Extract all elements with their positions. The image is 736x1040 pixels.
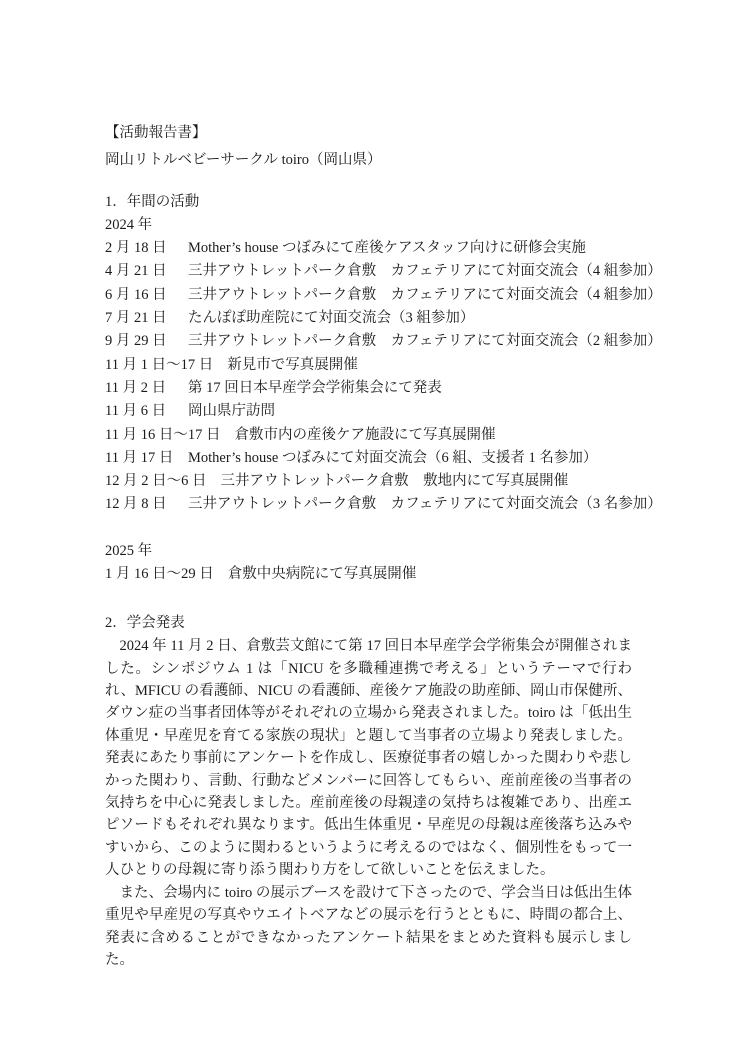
event-desc: 三井アウトレットパーク倉敷 カフェテリアにて対面交流会（4 組参加） xyxy=(188,263,662,280)
event-date: 1 月 16 日～29 日 xyxy=(105,566,214,583)
event-row xyxy=(105,237,632,260)
event-date: 12 月 8 日 xyxy=(105,496,167,513)
event-date: 4 月 21 日 xyxy=(105,263,167,280)
event-desc: 三井アウトレットパーク倉敷 カフェテリアにて対面交流会（4 組参加） xyxy=(188,286,662,303)
event-desc: 倉敷中央病院にて写真展開催 xyxy=(227,566,417,583)
report-content xyxy=(105,122,662,971)
event-date: 6 月 16 日 xyxy=(105,286,167,303)
event-date: 7 月 21 日 xyxy=(105,310,167,327)
event-row xyxy=(105,447,632,470)
paragraph: また、会場内に toiro の展示ブースを設けて下さったので、学会当日は低出生体重児や早産児の写真やウエイトベアなどの展示を行うとともに、時間の都合上、発表に含めることができなかったアンケート結果をまとめた資料も展示しました。 xyxy=(105,884,632,968)
section2-body xyxy=(105,635,632,971)
event-desc: Mother’s house つぼみにて産後ケアスタッフ向けに研修会実施 xyxy=(188,240,586,257)
event-date: 11 月 6 日 xyxy=(105,403,167,420)
event-row xyxy=(105,284,662,307)
event-desc: 三井アウトレットパーク倉敷 カフェテリアにて対面交流会（2 組参加） xyxy=(188,333,662,350)
year-2024-label: 2024 年 xyxy=(105,216,153,233)
event-desc: 新見市で写真展開催 xyxy=(227,356,358,373)
event-date: 9 月 29 日 xyxy=(105,333,167,350)
event-desc: たんぽぽ助産院にて対面交流会（3 組参加） xyxy=(188,310,475,327)
event-date: 11 月 17 日 xyxy=(105,449,174,466)
year-2025-label: 2025 年 xyxy=(105,543,153,560)
section1-heading: 1．年間の活動 xyxy=(105,193,200,210)
event-date: 2 月 18 日 xyxy=(105,240,167,257)
event-desc: 三井アウトレットパーク倉敷 敷地内にて写真展開催 xyxy=(220,473,569,490)
event-desc: 倉敷市内の産後ケア施設にて写真展開催 xyxy=(234,426,496,443)
event-desc: 三井アウトレットパーク倉敷 カフェテリアにて対面交流会（3 名参加） xyxy=(188,496,662,513)
event-desc: 第 17 回日本早産学会学術集会にて発表 xyxy=(188,379,442,396)
spacer xyxy=(105,587,632,610)
spacer xyxy=(105,517,632,540)
event-row xyxy=(105,354,632,377)
event-desc: Mother’s house つぼみにて対面交流会（6 組、支援者 1 名参加） xyxy=(188,449,598,466)
event-row xyxy=(105,424,632,447)
event-row xyxy=(105,493,662,516)
event-date: 12 月 2 日～6 日 xyxy=(105,473,207,490)
document-subtitle: 岡山リトルベビーサークル toiro（岡山県） xyxy=(105,152,382,169)
event-date: 11 月 16 日～17 日 xyxy=(105,426,221,443)
event-row xyxy=(105,307,632,330)
event-row xyxy=(105,400,632,423)
event-row xyxy=(105,260,662,283)
event-row xyxy=(105,563,632,586)
event-row xyxy=(105,330,662,353)
document-title: 【活動報告書】 xyxy=(105,125,207,141)
section2-heading: 2．学会発表 xyxy=(105,614,185,631)
event-desc: 岡山県庁訪問 xyxy=(188,403,275,420)
event-row xyxy=(105,470,632,493)
event-date: 11 月 2 日 xyxy=(105,379,167,396)
paragraph: 2024 年 11 月 2 日、倉敷芸文館にて第 17 回日本早産学会学術集会が開催されました。シンポジウム 1 は「NICU を多職種連携で考える」というテーマで行われ、MFICU の看護師、NICU の看護師、産後ケア施設の助産師、岡山市保健所、ダウン症の当事者団体等がそれぞれの立場から発表されました。toiro は「低出生体重児・早産児を育てる家族の現状」と題して当事者の立場より発表しました。発表にあたり事前にアンケートを作成し、医療従事者の嬉しかった関わりや悲しかった関わり、言動、行動などメンバーに回答してもらい、産前産後の当事者の気持ちを中心に発表しました。産前産後の母親達の気持ちは複雑であり、出産エピソードもそれぞれ異なります。低出生体重児・早産児の母親は産後落ち込みやすいから、このように関わるというように考えるのではなく、個別性をもって一人ひとりの母親に寄り添う関わり方をして欲しいことを伝えました。 xyxy=(105,638,632,879)
event-row xyxy=(105,377,632,400)
event-date: 11 月 1 日～17 日 xyxy=(105,356,214,373)
